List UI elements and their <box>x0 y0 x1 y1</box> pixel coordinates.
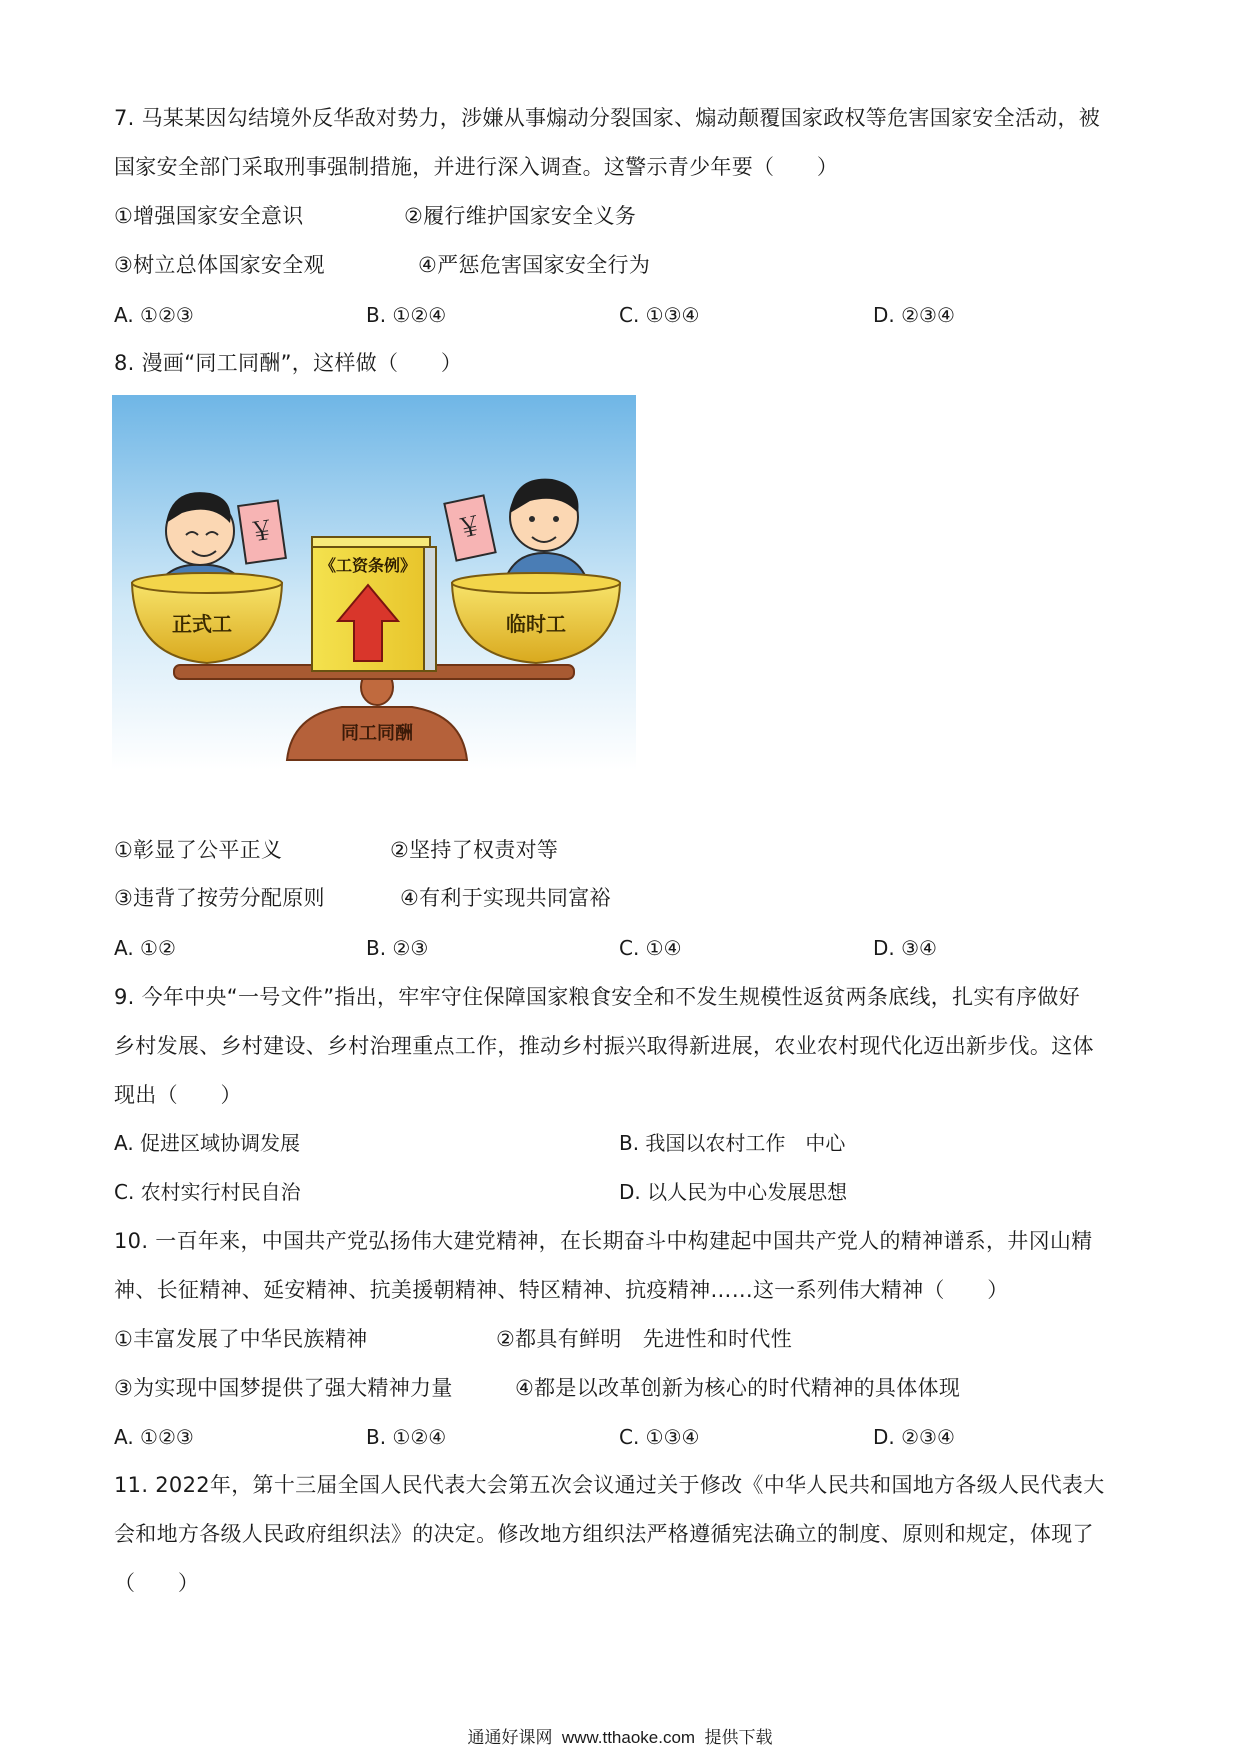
q10-stem-line2: 神、长征精神、延安精神、抗美援朝精神、特区精神、抗疫精神……这一系列伟大精神（ ） <box>114 1278 1009 1302</box>
q11-stem-line1: 11. 2022年，第十三届全国人民代表大会第五次会议通过关于修改《中华人民共和国地方各级人民代表大 <box>114 1473 1105 1497</box>
footer-url-link[interactable]: www.tthaoke.com <box>561 1728 696 1747</box>
q8-option-d: D. ③④ <box>873 936 937 960</box>
q8-item-2: ②坚持了权责对等 <box>390 838 559 862</box>
book-title: 《工资条例》 <box>319 556 417 575</box>
q8-option-b: B. ②③ <box>366 936 429 960</box>
q9-option-c: C. 农村实行村民自治 <box>114 1180 301 1204</box>
scale-base-label: 同工同酬 <box>341 723 413 744</box>
q10-item-3: ③为实现中国梦提供了强大精神力量 <box>114 1376 453 1400</box>
q9-option-a: A. 促进区域协调发展 <box>114 1131 301 1155</box>
q10-item-4: ④都是以改革创新为核心的时代精神的具体体现 <box>515 1376 961 1400</box>
left-money-symbol: ￥ <box>247 515 277 549</box>
q10-item-1: ①丰富发展了中华民族精神 <box>114 1327 368 1351</box>
footer-download-note: 提供下载 <box>704 1728 773 1748</box>
left-bowl-label: 正式工 <box>172 612 232 636</box>
q7-stem-line2: 国家安全部门采取刑事强制措施，并进行深入调查。这警示青少年要（ ） <box>114 155 839 179</box>
q8-item-1: ①彰显了公平正义 <box>114 838 283 862</box>
q9-option-d: D. 以人民为中心发展思想 <box>619 1180 848 1204</box>
q7-option-d: D. ②③④ <box>873 303 955 327</box>
q8-item-4: ④有利于实现共同富裕 <box>400 886 611 910</box>
footer-site-name: 通通好课网 <box>467 1728 553 1748</box>
q9-stem-line1: 9. 今年中央“一号文件”指出，牢牢守住保障国家粮食安全和不发生规模性返贫两条底线，扎实有序做好 <box>114 985 1080 1009</box>
q11-stem-line3: （ ） <box>114 1571 200 1595</box>
q8-stem: 8. 漫画“同工同酬”，这样做（ ） <box>114 351 463 375</box>
q7-option-a: A. ①②③ <box>114 303 194 327</box>
page-footer <box>0 1726 1240 1750</box>
q10-option-b: B. ①②④ <box>366 1425 447 1449</box>
q9-option-b: B. 我国以农村工作 中心 <box>619 1131 846 1155</box>
q7-item-3: ③树立总体国家安全观 <box>114 253 325 277</box>
q7-option-b: B. ①②④ <box>366 303 447 327</box>
q10-item-2: ②都具有鲜明 先进性和时代性 <box>496 1327 793 1351</box>
q7-item-1: ①增强国家安全意识 <box>114 204 304 228</box>
q11-stem-line2: 会和地方各级人民政府组织法》的决定。修改地方组织法严格遵循宪法确立的制度、原则和规定，体现了 <box>114 1522 1094 1546</box>
q10-option-d: D. ②③④ <box>873 1425 955 1449</box>
q8-option-c: C. ①④ <box>619 936 682 960</box>
q7-item-2: ②履行维护国家安全义务 <box>404 204 637 228</box>
q8-item-3: ③违背了按劳分配原则 <box>114 886 325 910</box>
q8-option-a: A. ①② <box>114 936 176 960</box>
q9-stem-line3: 现出（ ） <box>114 1083 242 1107</box>
q10-option-c: C. ①③④ <box>619 1425 700 1449</box>
right-money-symbol: ￥ <box>454 510 486 546</box>
q7-item-4: ④严惩危害国家安全行为 <box>418 253 651 277</box>
q10-stem-line1: 10. 一百年来，中国共产党弘扬伟大建党精神，在长期奋斗中构建起中国共产党人的精神谱系，井冈山精 <box>114 1229 1093 1253</box>
q7-stem-line1: 7. 马某某因勾结境外反华敌对势力，涉嫌从事煽动分裂国家、煽动颠覆国家政权等危害国家安全活动，被 <box>114 106 1101 130</box>
right-bowl-label: 临时工 <box>506 612 566 636</box>
q7-option-c: C. ①③④ <box>619 303 700 327</box>
equal-pay-cartoon <box>112 395 636 770</box>
q10-option-a: A. ①②③ <box>114 1425 194 1449</box>
q9-stem-line2: 乡村发展、乡村建设、乡村治理重点工作，推动乡村振兴取得新进展，农业农村现代化迈出新步伐。这体 <box>114 1034 1094 1058</box>
